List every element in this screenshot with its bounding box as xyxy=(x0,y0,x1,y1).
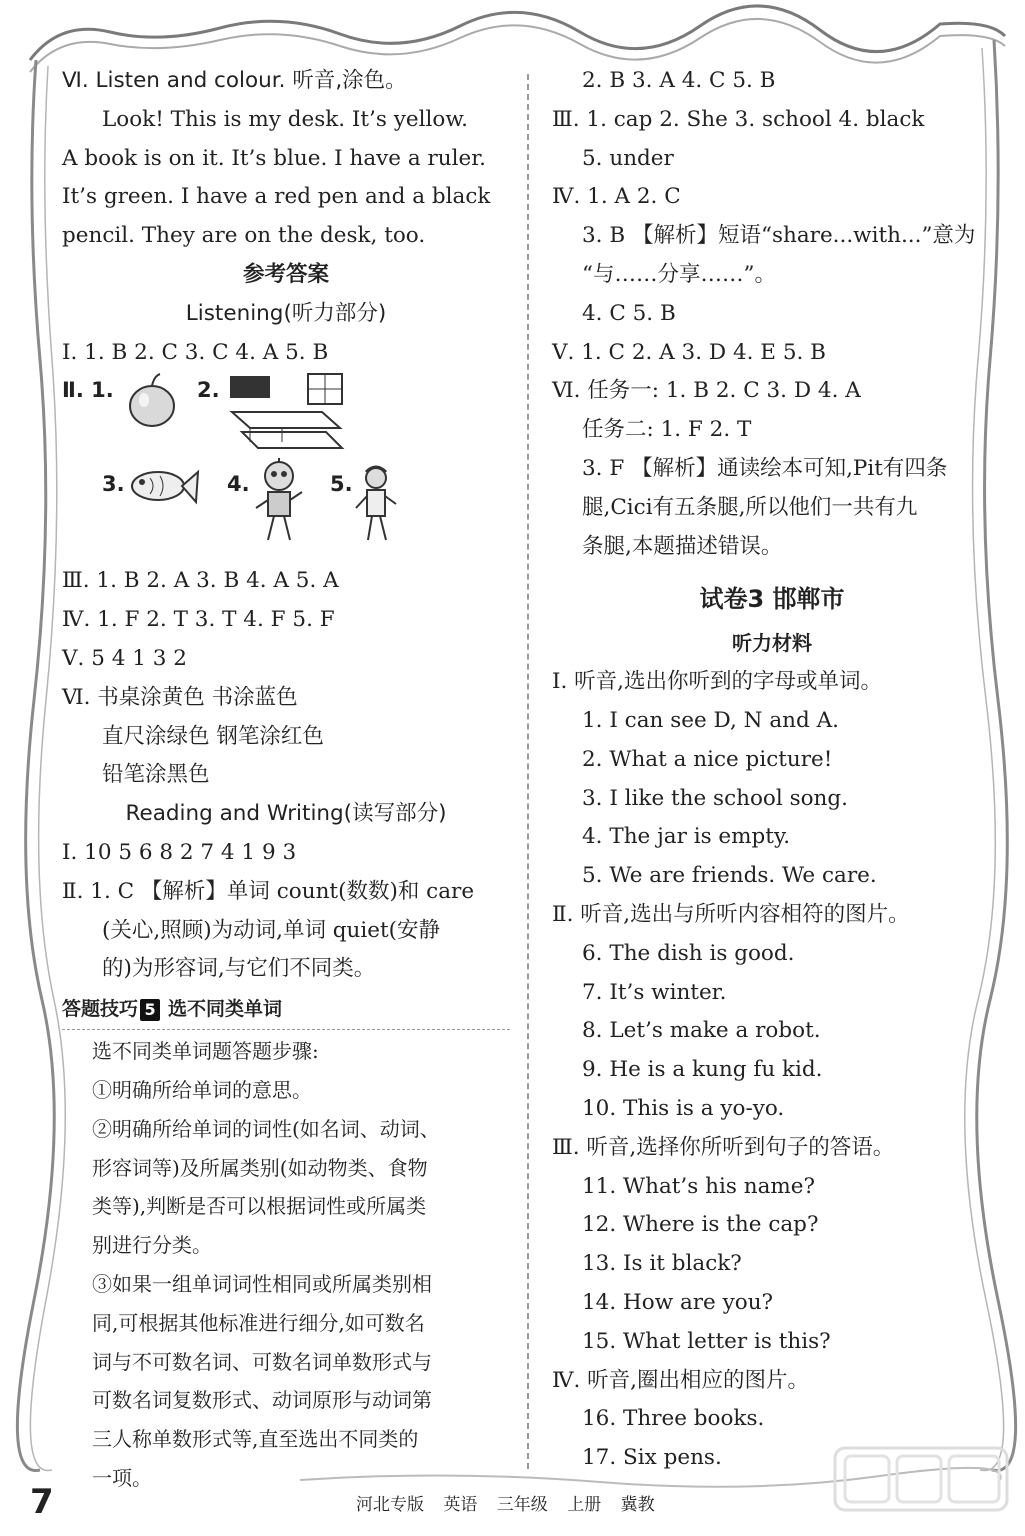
material-line: 5. We are friends. We care. xyxy=(582,863,877,889)
tip-line: ③如果一组单词词性相同或所属类别相 xyxy=(92,1271,432,1296)
material-line: 10. This is a yo-yo. xyxy=(582,1095,785,1121)
material-line: 13. Is it black? xyxy=(582,1251,742,1277)
material-line: 15. What letter is this? xyxy=(582,1328,831,1354)
material-line: 9. He is a kung fu kid. xyxy=(582,1057,823,1083)
tip-line: 选不同类单词题答题步骤: xyxy=(92,1039,319,1064)
tip-line: 一项。 xyxy=(92,1465,152,1490)
tip-line: 类等),判断是否可以根据词性或所属类 xyxy=(92,1194,427,1219)
material-section: Ⅰ. 听音,选出你听到的字母或单词。 xyxy=(552,669,882,695)
material-section: Ⅱ. 听音,选出与所听内容相符的图片。 xyxy=(552,901,910,927)
answer-line: 2. B 3. A 4. C 5. B xyxy=(582,68,776,93)
tip-label: 答题技巧 xyxy=(62,998,139,1021)
answer-line: 5. under xyxy=(582,145,674,171)
kid-icon xyxy=(354,464,398,546)
material-line: 2. What a nice picture! xyxy=(582,746,833,772)
tip-line: 形容词等)及所属类别(如动物类、食物 xyxy=(92,1155,428,1180)
listening-answers-4: Ⅳ. 1. F 2. T 3. T 4. F 5. F xyxy=(62,607,335,633)
passage-line: A book is on it. It’s blue. I have a ruler. xyxy=(62,145,486,171)
material-line: 4. The jar is empty. xyxy=(582,824,791,850)
tip-line: ①明确所给单词的意思。 xyxy=(92,1077,312,1102)
tip-line: 三人称单数形式等,直至选出不同类的 xyxy=(92,1427,419,1452)
listening-answers-3: Ⅲ. 1. B 2. A 3. B 4. A 5. A xyxy=(62,568,339,594)
robot-icon xyxy=(254,456,304,546)
listening-answers-6: 铅笔涂黑色 xyxy=(102,762,210,788)
tip-line: ②明确所给单词的词性(如名词、动词、 xyxy=(92,1116,440,1141)
answer-line: 腿,Cici有五条腿,所以他们一共有九 xyxy=(582,494,918,520)
tip-line: 词与不可数名词、可数名词单数形式与 xyxy=(92,1349,432,1374)
material-line: 3. I like the school song. xyxy=(582,785,848,811)
reading-writing-title: Reading and Writing(读写部分) xyxy=(125,801,447,827)
answer-title: 参考答案 xyxy=(242,261,329,287)
listening-answers-6: Ⅵ. 书桌涂黄色 书涂蓝色 xyxy=(62,684,298,710)
answer-line: Ⅴ. 1. C 2. A 3. D 4. E 5. B xyxy=(552,339,826,365)
pic-label-5: 5. xyxy=(330,472,353,497)
passage-line: It’s green. I have a red pen and a black xyxy=(62,184,491,210)
rw-answers-2: (关心,照顾)为动词,单词 quiet(安静 xyxy=(102,917,441,943)
material-line: 14. How are you? xyxy=(582,1289,774,1315)
page-footer xyxy=(0,1482,1025,1526)
rw-answers-2: 的)为形容词,与它们不同类。 xyxy=(102,956,376,982)
tip-line: 同,可根据其他标准进行细分,如可数名 xyxy=(92,1310,425,1335)
fish-icon xyxy=(128,466,200,508)
answer-line: 条腿,本题描述错误。 xyxy=(582,533,783,559)
pic-label-3: 3. xyxy=(102,472,125,497)
answer-line: 3. F 【解析】通读绘本可知,Pit有四条 xyxy=(582,455,948,481)
listening-title: Listening(听力部分) xyxy=(185,300,387,326)
paper-title: 试卷3 邯郸市 xyxy=(699,585,845,614)
material-line: 12. Where is the cap? xyxy=(582,1212,819,1238)
answer-line: Ⅲ. 1. cap 2. She 3. school 4. black xyxy=(552,106,925,132)
material-line: 17. Six pens. xyxy=(582,1445,722,1471)
pic-label-4: 4. xyxy=(227,472,250,497)
material-line: 6. The dish is good. xyxy=(582,940,795,966)
tip-title: 选不同类单词 xyxy=(168,998,283,1021)
material-line: 16. Three books. xyxy=(582,1406,765,1432)
passage-line: Look! This is my desk. It’s yellow. xyxy=(102,106,469,132)
material-section: Ⅲ. 听音,选择你所听到句子的答语。 xyxy=(552,1134,895,1160)
tip-line: 可数名词复数形式、动词原形与动词第 xyxy=(92,1388,432,1413)
answer-line: “与……分享……”。 xyxy=(582,261,776,287)
picture-answers xyxy=(62,372,510,562)
material-title: 听力材料 xyxy=(732,631,812,656)
answer-line: 3. B 【解析】短语“share...with...”意为 xyxy=(582,223,976,249)
listening-answers-5: Ⅴ. 5 4 1 3 2 xyxy=(62,645,187,671)
listening-answers-1: Ⅰ. 1. B 2. C 3. C 4. A 5. B xyxy=(62,339,329,365)
apple-icon xyxy=(126,372,178,430)
answer-line: 任务二: 1. F 2. T xyxy=(582,417,752,443)
right-column xyxy=(552,62,992,1478)
material-line: 1. I can see D, N and A. xyxy=(582,707,839,733)
tip-line: 别进行分类。 xyxy=(92,1233,212,1258)
pic-label-1: Ⅱ. 1. xyxy=(62,378,114,403)
footer-text: 河北专版 英语 三年级 上册 冀教 xyxy=(356,1495,655,1515)
listening-answers-6: 直尺涂绿色 钢笔涂红色 xyxy=(102,723,324,749)
material-line: 8. Let’s make a robot. xyxy=(582,1018,821,1044)
watermark-logo xyxy=(831,1444,1011,1514)
material-line: 11. What’s his name? xyxy=(582,1173,816,1199)
rw-answers-1: Ⅰ. 10 5 6 8 2 7 4 1 9 3 xyxy=(62,839,297,865)
tip-number: 5 xyxy=(140,999,160,1021)
page-number: 7 xyxy=(30,1482,54,1522)
left-column xyxy=(62,62,510,1498)
column-divider xyxy=(527,74,529,1469)
pic-label-2: 2. xyxy=(197,378,220,403)
answer-line: Ⅵ. 任务一: 1. B 2. C 3. D 4. A xyxy=(552,378,861,404)
material-section: Ⅳ. 听音,圈出相应的图片。 xyxy=(552,1367,809,1393)
section-vi-heading: Ⅵ. Listen and colour. 听音,涂色。 xyxy=(62,68,407,93)
passage-line: pencil. They are on the desk, too. xyxy=(62,223,426,249)
material-line: 7. It’s winter. xyxy=(582,979,727,1005)
classroom-icon xyxy=(222,372,352,454)
answer-line: 4. C 5. B xyxy=(582,300,676,326)
answer-line: Ⅳ. 1. A 2. C xyxy=(552,184,681,210)
rw-answers-2: Ⅱ. 1. C 【解析】单词 count(数数)和 care xyxy=(62,878,475,904)
